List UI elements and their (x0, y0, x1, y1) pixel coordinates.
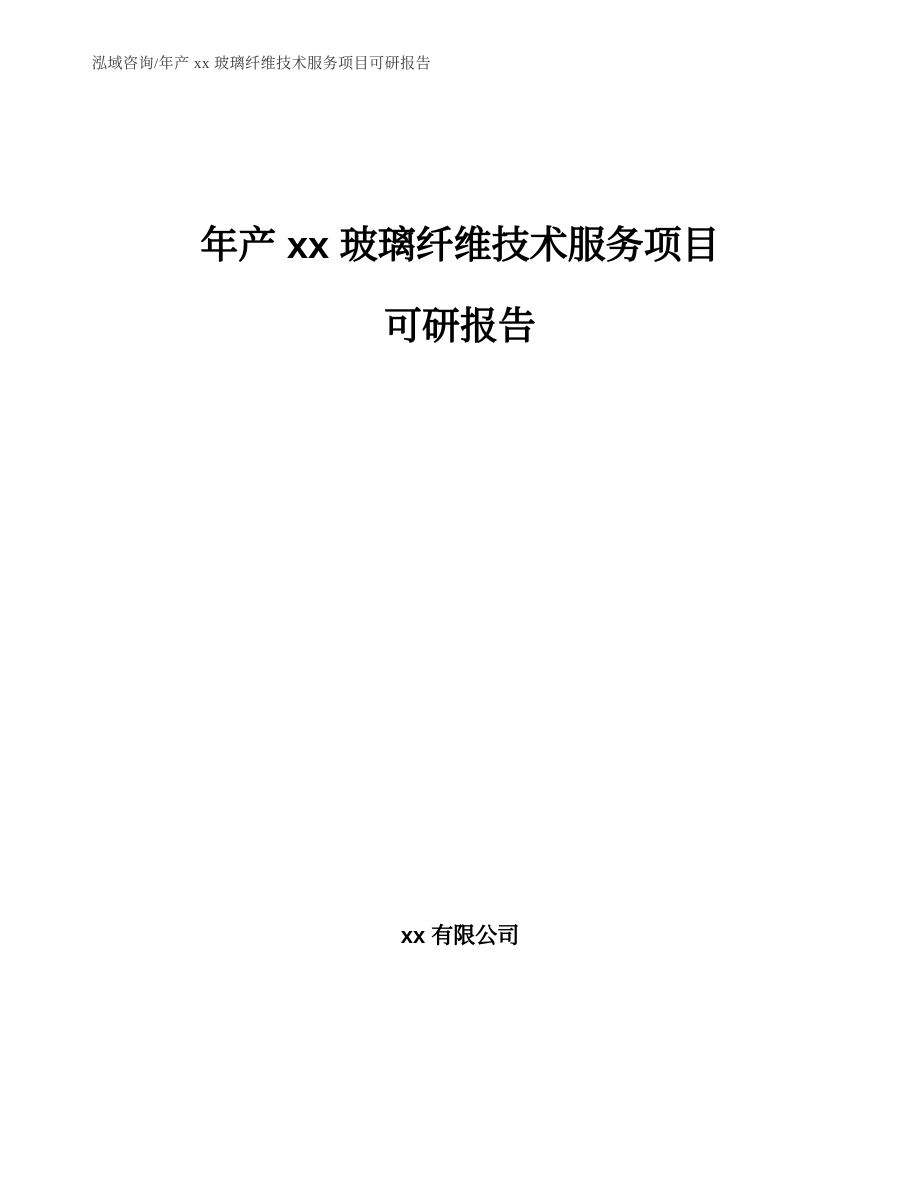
document-title (0, 206, 920, 368)
company-name: xx 有限公司 (400, 923, 520, 948)
document-title-line2: 可研报告 (383, 306, 536, 348)
running-header: 泓域咨询/年产 xx 玻璃纤维技术服务项目可研报告 (92, 56, 432, 72)
document-title-line1: 年产 xx 玻璃纤维技术服务项目 (200, 225, 720, 267)
